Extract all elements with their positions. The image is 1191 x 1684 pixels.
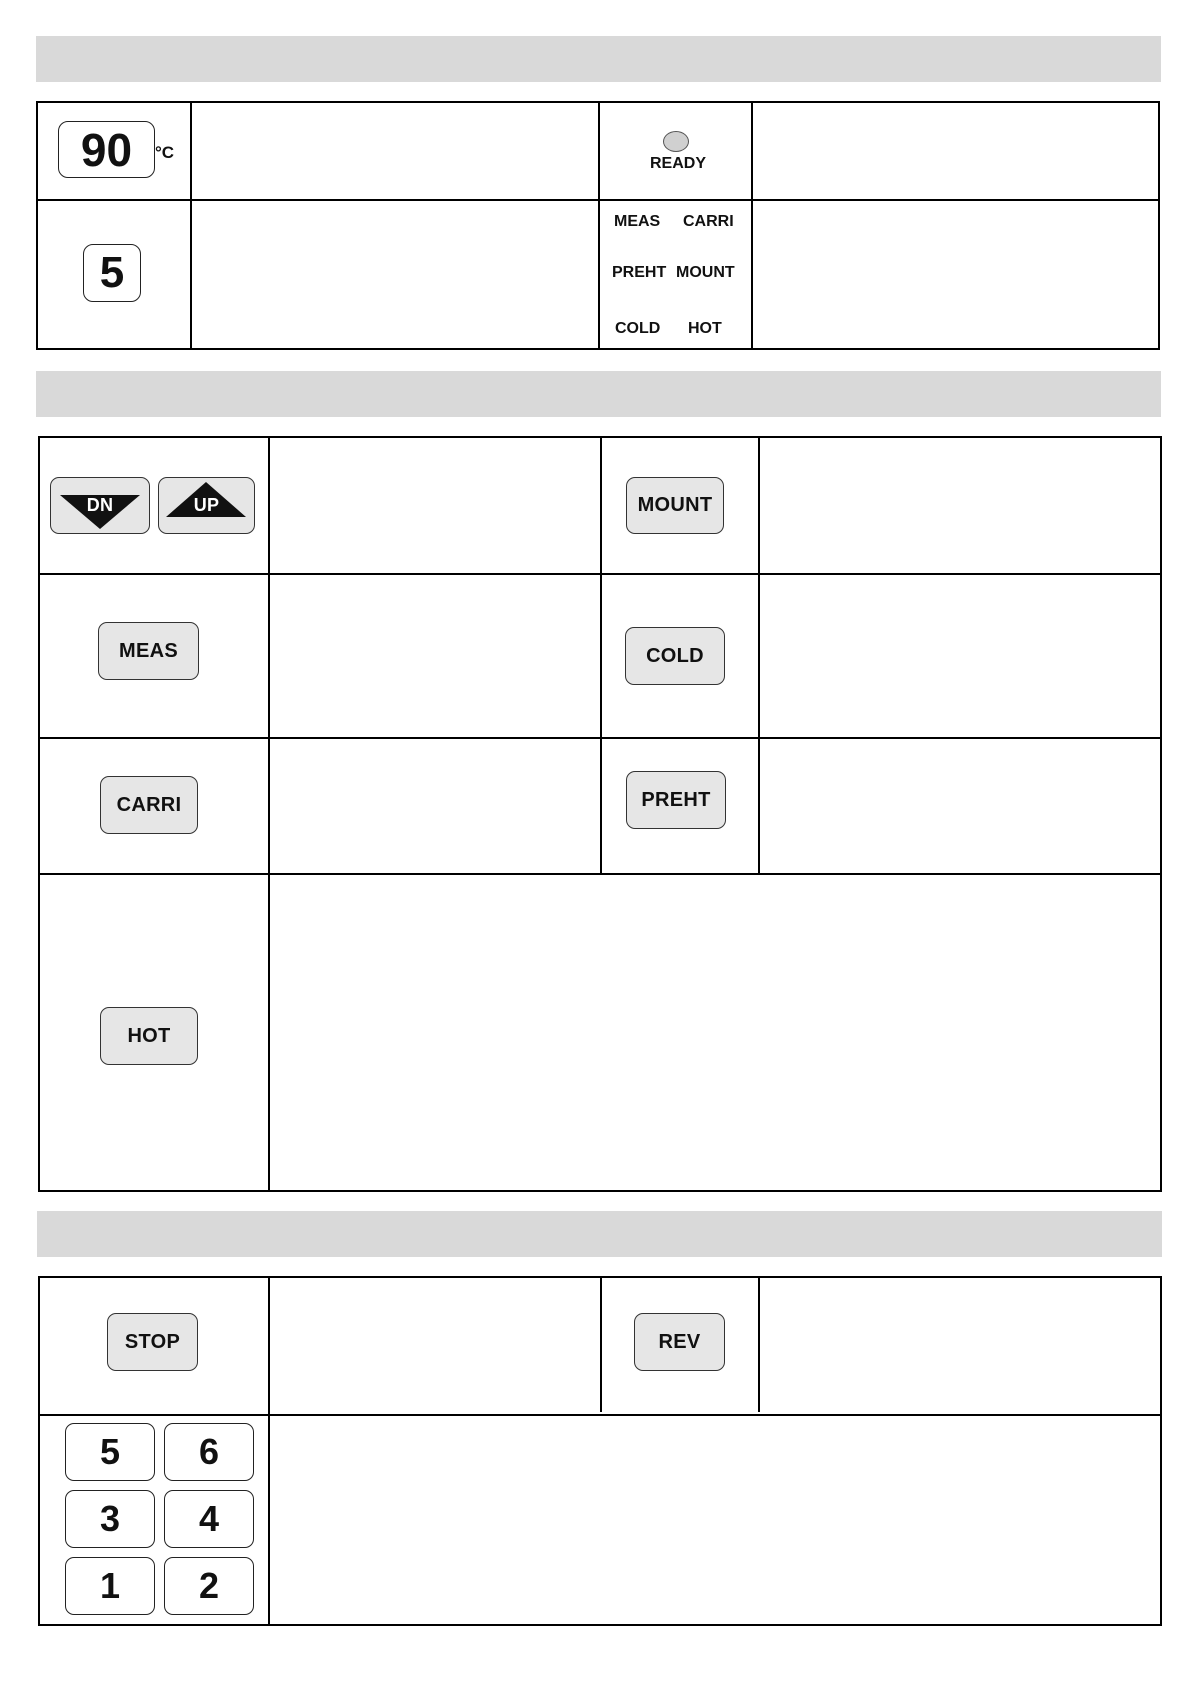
ready-label: READY bbox=[650, 155, 707, 172]
numkey-5[interactable] bbox=[65, 1423, 155, 1481]
carri-label: CARRI bbox=[116, 793, 182, 816]
preht-label: PREHT bbox=[641, 788, 711, 811]
indicator-cold: COLD bbox=[615, 320, 661, 337]
temperature-unit: °C bbox=[155, 143, 175, 162]
numkey-4-label: 4 bbox=[198, 1498, 220, 1539]
indicator-carri: CARRI bbox=[683, 213, 734, 230]
program-value: 5 bbox=[99, 248, 125, 297]
keys-table bbox=[38, 436, 1162, 1192]
numkey-3-label: 3 bbox=[99, 1498, 121, 1539]
cold-button[interactable] bbox=[625, 627, 725, 685]
indicator-preht: PREHT bbox=[612, 264, 667, 281]
indicator-mount: MOUNT bbox=[676, 264, 735, 281]
section-header-keys bbox=[36, 371, 1161, 417]
numkey-3[interactable] bbox=[65, 1490, 155, 1548]
numkey-1[interactable] bbox=[65, 1557, 155, 1615]
display-table bbox=[36, 101, 1160, 350]
numkey-2-label: 2 bbox=[198, 1565, 220, 1606]
mount-label: MOUNT bbox=[637, 494, 713, 516]
stop-label: STOP bbox=[124, 1330, 181, 1353]
indicator-hot: HOT bbox=[688, 320, 722, 337]
dn-button[interactable] bbox=[50, 477, 150, 534]
rev-label: REV bbox=[658, 1330, 701, 1353]
numkey-1-label: 1 bbox=[99, 1565, 121, 1606]
mount-button[interactable] bbox=[626, 477, 724, 534]
section-header-numeric-keys bbox=[37, 1211, 1162, 1257]
hot-label: HOT bbox=[127, 1024, 171, 1047]
up-label: UP bbox=[193, 495, 220, 515]
program-display bbox=[83, 244, 141, 302]
rev-button[interactable] bbox=[634, 1313, 725, 1371]
hot-button[interactable] bbox=[100, 1007, 198, 1065]
cold-label: COLD bbox=[646, 644, 704, 667]
numkey-5-label: 5 bbox=[99, 1431, 121, 1472]
temperature-value: 90 bbox=[80, 123, 133, 176]
preht-button[interactable] bbox=[626, 771, 726, 829]
numkey-6-label: 6 bbox=[198, 1431, 220, 1472]
stop-button[interactable] bbox=[107, 1313, 198, 1371]
up-button[interactable] bbox=[158, 477, 255, 534]
numkey-2[interactable] bbox=[164, 1557, 254, 1615]
carri-button[interactable] bbox=[100, 776, 198, 834]
meas-label: MEAS bbox=[119, 639, 178, 662]
numeric-keys-table bbox=[38, 1276, 1162, 1626]
ready-led-icon bbox=[663, 131, 689, 152]
section-header-display bbox=[36, 36, 1161, 82]
temperature-display bbox=[58, 121, 155, 178]
numkey-4[interactable] bbox=[164, 1490, 254, 1548]
indicator-meas: MEAS bbox=[614, 213, 661, 230]
numkey-6[interactable] bbox=[164, 1423, 254, 1481]
meas-button[interactable] bbox=[98, 622, 199, 680]
dn-label: DN bbox=[86, 495, 114, 515]
